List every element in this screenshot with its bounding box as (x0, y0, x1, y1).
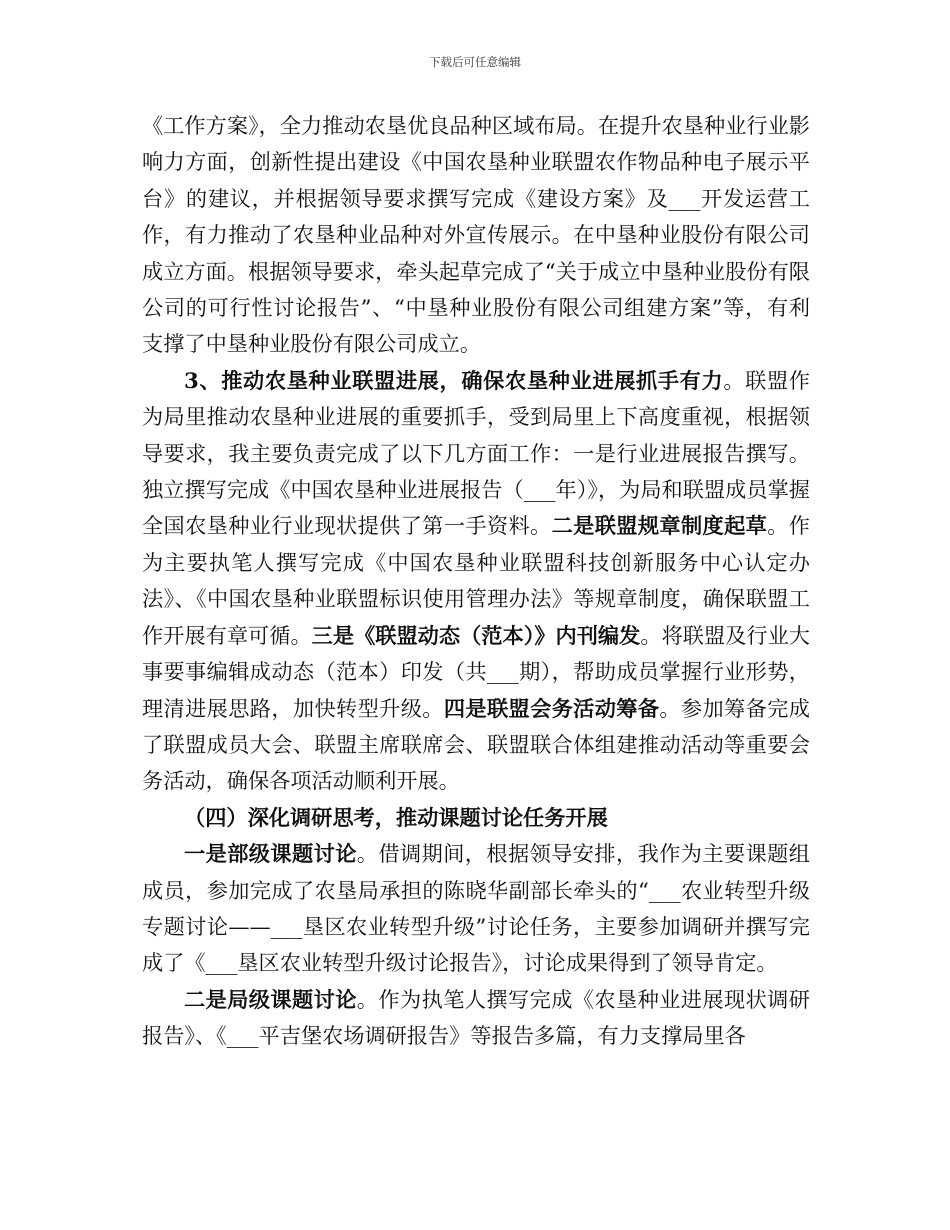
bold-heading-alliance: 3、推动农垦种业联盟进展，确保农垦种业进展抓手有力 (184, 367, 724, 393)
paragraph-ministry-research (142, 836, 810, 982)
page-header: 下载后可任意编辑 (429, 55, 521, 69)
text-alliance-intro: 。联盟作为局里推动农垦种业进展的重要抓手，受到局里上下高度重视，根据领导要求，我主要负责完成了以下几方面工作：一是行业进展报告撰写。独立撰写完成《中国农垦种业进展报告（___年）》，为局和联盟成员掌握全国农垦种业行业现状提供了第一手资料。 (142, 367, 810, 539)
text-rules: 。作为主要执笔人撰写完成《中国农垦种业联盟科技创新服务中心认定办法》、《中国农垦种业联盟标识使用管理办法》等规章制度，确保联盟工作开展有章可循。 (142, 513, 810, 648)
bold-heading-rules: 二是联盟规章制度起草 (551, 513, 768, 539)
document-body (142, 108, 810, 1055)
bold-heading-bureau: 二是局级课题讨论 (184, 986, 357, 1012)
bold-heading-newsletter: 三是《联盟动态（范本）》内刊编发 (311, 622, 641, 648)
text-ministry: 。借调期间，根据领导安排，我作为主要课题组成员，参加完成了农垦局承担的陈晓华副部长牵头的“___农业转型升级专题讨论——___垦区农业转型升级”讨论任务，主要参加调研并撰写完成了《___垦区农业转型升级讨论报告》，讨论成果得到了领导肯定。 (142, 841, 810, 976)
paragraph-continuation: 《工作方案》，全力推动农垦优良品种区域布局。在提升农垦种业行业影响力方面，创新性提出建设《中国农垦种业联盟农作物品种电子展示平台》的建议，并根据领导要求撰写完成《建设方案》及___开发运营工作，有力推动了农垦种业品种对外宣传展示。在中垦种业股份有限公司成立方面。根据领导要求，牵头起草完成了“关于成立中垦种业股份有限公司的可行性讨论报告”、“中垦种业股份有限公司组建方案”等，有利支撑了中垦种业股份有限公司成立。 (142, 113, 810, 357)
bold-heading-ministry: 一是部级课题讨论 (184, 841, 357, 867)
text-bureau: 。作为执笔人撰写完成《农垦种业进展现状调研报告》、《___平吉堡农场调研报告》等报告多篇，有力支撑局里各 (142, 986, 810, 1049)
text-newsletter: 。将联盟及行业大事要事编辑成动态（范本）印发（共___期），帮助成员掌握行业形势，理清进展思路，加快转型升级。 (142, 622, 810, 721)
section-heading: （四）深化调研思考，推动课题讨论任务开展 (184, 804, 608, 830)
paragraph-bureau-research (142, 982, 810, 1055)
paragraph-alliance (142, 363, 810, 800)
text-meetings: 。参加筹备完成了联盟成员大会、联盟主席联席会、联盟联合体组建推动活动等重要会务活动，确保各项活动顺利开展。 (142, 695, 810, 794)
bold-heading-meetings: 四是联盟会务活动筹备 (443, 695, 660, 721)
